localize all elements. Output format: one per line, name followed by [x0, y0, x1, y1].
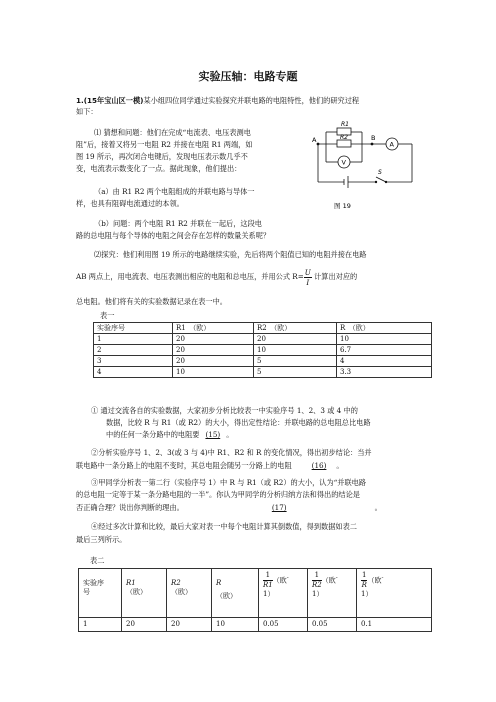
hypothesis-b-line-1: （b）问题：两个电阻 R1 R2 并联在一起后，这段电: [94, 219, 262, 228]
table-1-header-cell: 实验序号: [94, 323, 173, 334]
header-text: R1: [126, 579, 136, 587]
table-1-header-cell: R （欧）: [337, 323, 432, 334]
explore-line-1: ⑵探究：他们利用图 19 所示的电路继续实验，先后将两个阻值已知的电阻并接在电路: [94, 250, 367, 259]
table-cell: 10: [212, 618, 259, 632]
table-2-header-cell: [167, 569, 212, 618]
header-text: 号: [83, 588, 90, 596]
header-text: （欧）: [126, 588, 147, 596]
inverse-r2-fraction: [312, 571, 322, 590]
item-1-line-1: ① 通过交流各自的实验数据，大家初步分析比较表一中实验序号 1、2、3 或 4 中的: [91, 406, 358, 415]
item-4-line-1: ④经过多次计算和比较，最后大家对表一中每个电阻计算其倒数值，得到数据如表二: [91, 522, 357, 531]
switch-symbol: [376, 177, 386, 182]
table-cell: 20: [173, 356, 254, 367]
table-2-caption: 表二: [90, 556, 105, 565]
table-2: [78, 568, 432, 632]
hypothesis-b-line-2: 路的总电阻与每个导体的电阻之间会存在怎样的数量关系呢？: [76, 231, 271, 240]
explore-line-3: 总电阻。他们将有关的实验数据记录在表一中。: [76, 297, 227, 306]
unit-text: （欧: [272, 576, 287, 585]
unit-tail: 1）: [361, 590, 373, 598]
question-1-text-cont: 如下：: [76, 107, 98, 116]
explore-line-2-pre: AB 两点上，用电流表、电压表测出相应的电阻和总电压，并用公式 R=: [76, 272, 304, 281]
table-cell: 10: [337, 334, 432, 345]
table-cell: 20: [122, 618, 167, 632]
fraction-denominator: R2: [312, 581, 322, 589]
table-cell: 4: [337, 356, 432, 367]
answer-blank-17: (17): [271, 503, 287, 512]
item-3-line-3-pre: 否正确合理？说出你判断的理由。: [76, 503, 184, 512]
table-cell: 20: [173, 334, 254, 345]
table-2-header-cell: [357, 569, 432, 618]
item-2-line-1: ②分析实验序号 1、2、3(或 3 与 4)中 R1、R2 和 R 的变化情况，得出初步结论：当并: [91, 448, 372, 457]
hypothesis-a-line-2: 样，也具有阻碍电流通过的本领。: [76, 199, 184, 208]
item-3-line-2: 的总电阻一定等于某一条分路电阻的一半”。你认为甲同学的分析归纳方法和得出的结论是: [76, 490, 360, 499]
explore-line-2-post: 计算出对应的: [314, 272, 358, 281]
unit-tail: 1）: [312, 590, 324, 598]
question-1-text: 某小组四位同学通过实验探究并联电路的电阻特性，他们的研究过程: [143, 96, 360, 105]
unit-superscript: -: [286, 575, 289, 582]
item-1-line-2: 数据，比较 R 与 R1（或 R2）的大小，得出定性结论：并联电路的总电阻总比电路: [106, 418, 371, 427]
item-3-line-1: ③甲同学分析表一第二行（实验序号 1）中 R 与 R1（或 R2）的大小，认为“并联电路: [91, 478, 367, 487]
label-r1: R1: [341, 121, 349, 128]
table-row: [79, 618, 432, 632]
item-4-line-2: 最后三列所示。: [76, 535, 127, 544]
guess-line-2: 阻”后，接着又将另一电阻 R2 并接在电阻 R1 两端，如: [76, 140, 253, 149]
table-2-header-cell: [308, 569, 357, 618]
fraction-numerator: 1: [263, 571, 273, 581]
header-text: 实验序: [83, 579, 104, 587]
table-cell: 20: [254, 334, 337, 345]
item-2-line-2: [76, 461, 344, 470]
inverse-r1-fraction: [263, 571, 273, 590]
table-row: [94, 367, 432, 378]
guess-line-4: 变，电流表示数变化了一点。据此现象，他们提出：: [76, 164, 242, 173]
table-cell: 3.3: [337, 367, 432, 378]
guess-line-3: 图 19 所示，再次闭合电键后，发现电压表示数几乎不: [76, 152, 248, 161]
table-cell: 4: [94, 367, 173, 378]
table-2-header-cell: [122, 569, 167, 618]
question-1-header: [76, 96, 359, 105]
table-row: [94, 356, 432, 367]
table-row: [94, 345, 432, 356]
label-voltmeter: V: [341, 158, 346, 167]
item-1-line-3-post: 。: [226, 430, 234, 439]
table-cell: 0.05: [259, 618, 308, 632]
page-title: 实验压轴：电路专题: [198, 70, 298, 83]
table-row: [94, 334, 432, 345]
table-cell: 2: [94, 345, 173, 356]
fraction-denominator: R: [361, 581, 367, 589]
header-text: R: [216, 579, 222, 587]
answer-blank-16: (16): [311, 461, 327, 470]
header-text: （欧）: [216, 592, 237, 600]
question-1-label: 1.(15年宝山区一模): [76, 96, 144, 105]
unit-text: （欧: [367, 576, 382, 585]
table-cell: 10: [173, 367, 254, 378]
formula-fraction: [304, 268, 312, 287]
table-cell: 5: [254, 356, 337, 367]
label-r2: R2: [340, 134, 348, 141]
label-ammeter: A: [389, 140, 394, 149]
item-1-line-3-pre: 中的任何一条分路中的电阻要: [106, 430, 200, 439]
formula-numerator: U: [304, 267, 311, 277]
fraction-numerator: 1: [312, 571, 322, 581]
table-2-header-cell: [212, 569, 259, 618]
table-cell: 1: [79, 618, 122, 632]
table-1-header-row: [94, 323, 432, 334]
label-switch: S: [378, 169, 382, 176]
table-cell: 20: [173, 345, 254, 356]
table-cell: 3: [94, 356, 173, 367]
item-3-line-3-post: 。: [374, 503, 382, 512]
table-2-header-cell: [79, 569, 122, 618]
guess-line-1: ⑴ 猜想和问题：他们在完成“电流表、电压表测电: [94, 128, 251, 137]
table-cell: 20: [167, 618, 212, 632]
table-2-header-cell: [259, 569, 308, 618]
formula-denominator: I: [306, 277, 310, 287]
unit-text: （欧: [321, 576, 336, 585]
fraction-denominator: R1: [263, 581, 273, 589]
unit-tail: 1）: [263, 590, 275, 598]
circuit-diagram: [312, 118, 430, 210]
unit-superscript: -: [335, 575, 338, 582]
hypothesis-a-line-1: （a）由 R1 R2 两个电阻组成的并联电路与导体一: [94, 187, 255, 196]
answer-blank-15: (15): [205, 430, 221, 439]
unit-superscript: -: [381, 575, 384, 582]
item-1-line-3: [106, 430, 233, 439]
item-3-line-3: [76, 503, 382, 512]
table-cell: 1: [94, 334, 173, 345]
figure-caption: 图 19: [334, 202, 351, 210]
header-text: （欧）: [171, 588, 192, 596]
table-cell: 0.1: [357, 618, 432, 632]
table-cell: 0.05: [308, 618, 357, 632]
item-2-line-2-pre: 联电路中一条分路上的电阻不变时，其总电阻会随另一分路上的电阻: [76, 461, 292, 470]
fraction-numerator: 1: [362, 571, 367, 579]
table-1: [93, 322, 432, 378]
item-2-line-2-post: 。: [336, 461, 344, 470]
table-2-header-row: [79, 569, 432, 618]
explore-line-2: [76, 266, 357, 288]
resistor-r2-symbol: [337, 140, 351, 147]
label-node-a: A: [312, 136, 317, 144]
table-1-header-cell: R1 （欧）: [173, 323, 254, 334]
table-cell: 6.7: [337, 345, 432, 356]
table-1-caption: 表一: [100, 311, 115, 320]
header-text: R2: [171, 579, 181, 587]
label-node-b: B: [371, 134, 376, 142]
table-cell: 5: [254, 367, 337, 378]
table-1-header-cell: R2 （欧）: [254, 323, 337, 334]
table-cell: 10: [254, 345, 337, 356]
